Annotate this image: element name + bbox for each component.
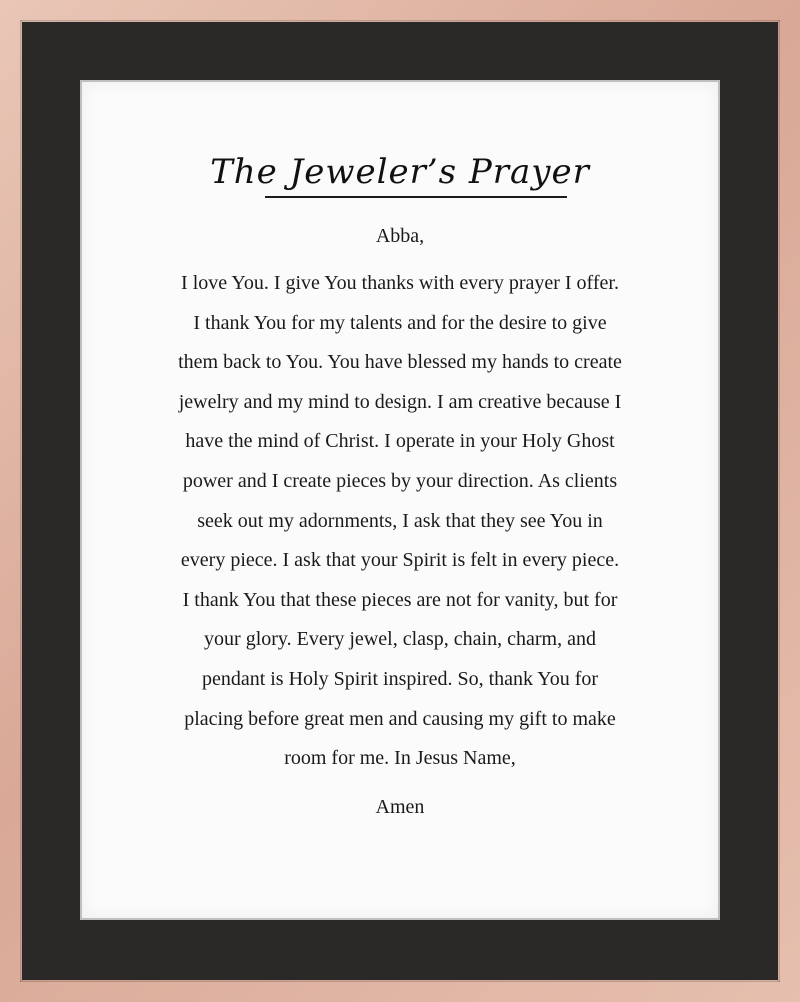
prayer-line: I thank You for my talents and for the desire to give: [193, 311, 607, 334]
prayer-print: [82, 82, 718, 918]
prayer-line: I thank You that these pieces are not for vanity, but for: [182, 588, 618, 611]
prayer-line: I love You. I give You thanks with every prayer I offer.: [181, 272, 619, 294]
prayer-line: seek out my adornments, I ask that they see You in: [197, 509, 603, 532]
prayer-body: [140, 264, 660, 779]
prayer-line: have the mind of Christ. I operate in your Holy Ghost: [185, 430, 615, 453]
prayer-line: placing before great men and causing my gift to make: [184, 707, 616, 730]
prayer-line: jewelry and my mind to design. I am creative because I: [178, 390, 622, 413]
prayer-line: your glory. Every jewel, clasp, chain, charm, and: [204, 628, 596, 651]
prayer-title: The Jeweler’s Prayer: [210, 152, 590, 192]
prayer-line: them back to You. You have blessed my hands to create: [178, 351, 622, 374]
prayer-line: room for me. In Jesus Name,: [284, 747, 516, 770]
prayer-closing: Amen: [375, 796, 425, 818]
title-underline: [265, 196, 567, 198]
prayer-line: pendant is Holy Spirit inspired. So, thank You for: [201, 667, 599, 690]
prayer-line: power and I create pieces by your direction. As clients: [182, 469, 618, 492]
prayer-line: every piece. I ask that your Spirit is felt in every piece.: [180, 549, 620, 572]
prayer-greeting: Abba,: [375, 225, 425, 247]
